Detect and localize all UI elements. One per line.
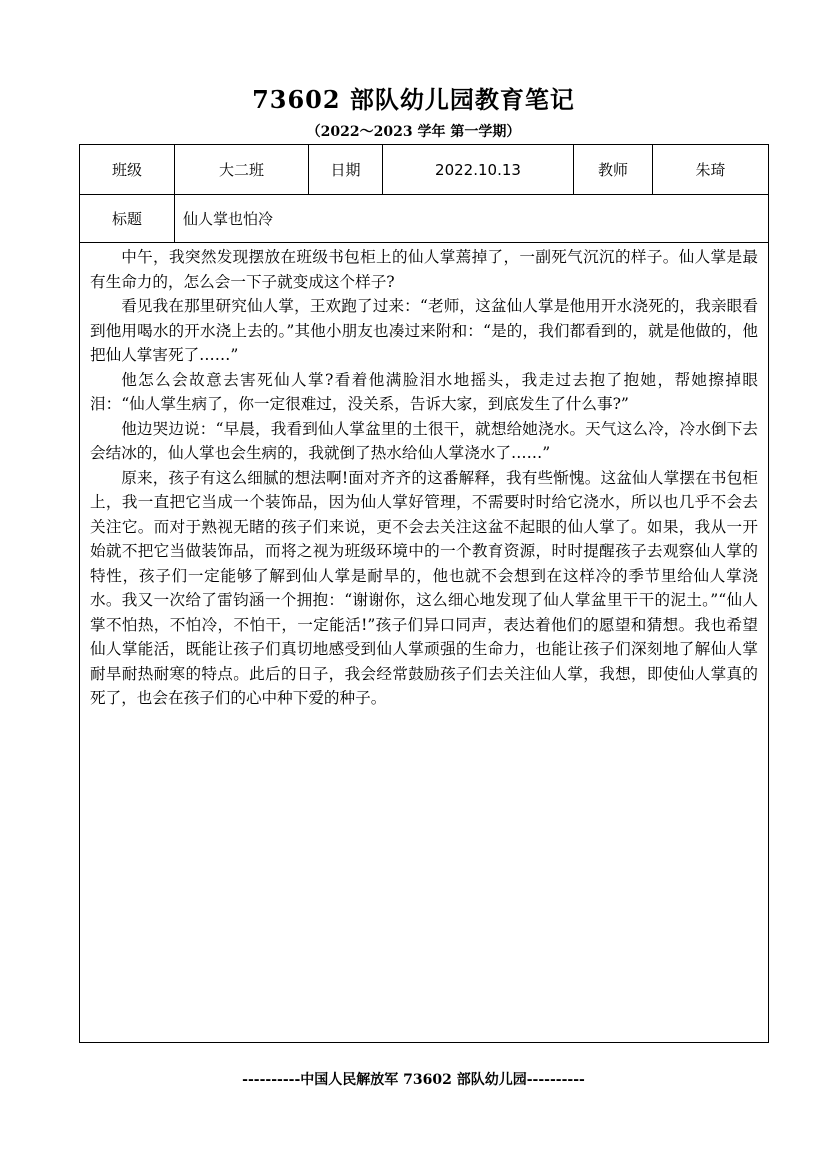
- topic-row: [80, 195, 769, 243]
- teacher-label: 教师: [574, 145, 653, 195]
- paragraph-1: 中午，我突然发现摆放在班级书包柜上的仙人掌蔫掉了，一副死气沉沉的样子。仙人掌是最有生命力的，怎么会一下子就变成这个样子?: [90, 248, 758, 291]
- date-value: 2022.10.13: [383, 145, 574, 195]
- note-body: [80, 243, 769, 1043]
- class-label: 班级: [80, 145, 175, 195]
- paragraph-2: 看见我在那里研究仙人掌，王欢跑了过来：“老师，这盆仙人掌是他用开水浇死的，我亲眼看到他用喝水的开水浇上去的。”其他小朋友也凑过来附和：“是的，我们都看到的，就是他做的，他把仙人掌害死了……”: [90, 297, 758, 364]
- class-value: 大二班: [175, 145, 309, 195]
- topic-value: 仙人掌也怕冷: [175, 195, 769, 243]
- body-row: [80, 243, 769, 1043]
- document-title: 73602 部队幼儿园教育笔记: [252, 85, 575, 114]
- note-table: [79, 144, 769, 1043]
- page-footer: ----------中国人民解放军 73602 部队幼儿园----------: [242, 1072, 585, 1088]
- topic-label: 标题: [80, 195, 175, 243]
- document-subtitle: （2022～2023 学年 第一学期）: [306, 124, 521, 140]
- paragraph-3: 他怎么会故意去害死仙人掌?看着他满脸泪水地摇头，我走过去抱了抱她，帮她擦掉眼泪：“仙人掌生病了，你一定很难过，没关系，告诉大家，到底发生了什么事?”: [90, 370, 758, 413]
- teacher-value: 朱琦: [653, 145, 769, 195]
- paragraph-4: 他边哭边说：“早晨，我看到仙人掌盆里的土很干，就想给她浇水。天气这么冷，冷水倒下去会结冰的，仙人掌也会生病的，我就倒了热水给仙人掌浇水了……”: [90, 419, 758, 462]
- info-row: [80, 145, 769, 195]
- date-label: 日期: [309, 145, 383, 195]
- paragraph-5: 原来，孩子有这么细腻的想法啊!面对齐齐的这番解释，我有些惭愧。这盆仙人掌摆在书包柜上，我一直把它当成一个装饰品，因为仙人掌好管理，不需要时时给它浇水，所以也几乎不会去关注它。而对于熟视无睹的孩子们来说，更不会去关注这盆不起眼的仙人掌了。如果，我从一开始就不把它当做装饰品，而将之视为班级环境中的一个教育资源，时时提醒孩子去观察仙人掌的特性，孩子们一定能够了解到仙人掌是耐旱的，他也就不会想到在这样冷的季节里给仙人掌浇水。我又一次给了雷钧涵一个拥抱：“谢谢你，这么细心地发现了仙人掌盆里干干的泥土。”“仙人掌不怕热，不怕冷，不怕干，一定能活!”孩子们异口同声，表达着他们的愿望和猜想。我也希望仙人掌能活，既能让孩子们真切地感受到仙人掌顽强的生命力，也能让孩子们深刻地了解仙人掌耐旱耐热耐寒的特点。此后的日子，我会经常鼓励孩子们去关注仙人掌，我想，即使仙人掌真的死了，也会在孩子们的心中种下爱的种子。: [90, 468, 758, 707]
